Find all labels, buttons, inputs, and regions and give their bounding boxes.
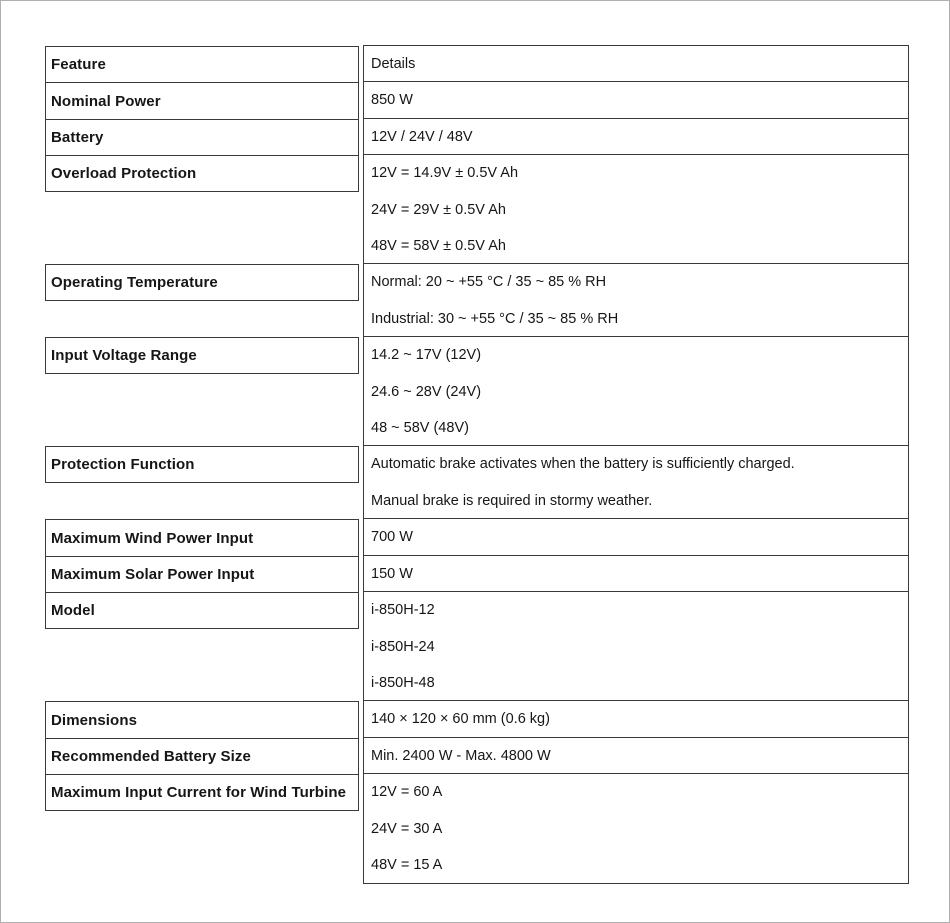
feature-cell [45,556,359,594]
details-row [364,155,908,264]
detail-line: Industrial: 30 ~ +55 °C / 35 ~ 85 % RH [371,310,619,327]
feature-label: Maximum Wind Power Input [51,529,254,547]
feature-label: Feature [51,56,106,74]
feature-cell [45,155,359,192]
detail-line: i-850H-12 [371,602,435,619]
details-row [364,556,908,592]
detail-line: 24V = 29V ± 0.5V Ah [371,201,506,218]
feature-cell [45,738,359,776]
feature-label: Dimensions [51,711,138,729]
details-row [364,337,908,446]
detail-line: Normal: 20 ~ +55 °C / 35 ~ 85 % RH [371,274,607,291]
detail-line: 48 ~ 58V (48V) [371,419,469,436]
feature-cell [45,701,359,740]
details-row [364,119,908,155]
detail-line: 24V = 30 A [371,820,443,837]
spec-table [45,45,909,884]
details-row [364,774,908,883]
feature-label: Input Voltage Range [51,347,197,364]
detail-line: 48V = 15 A [371,856,443,873]
feature-label: Recommended Battery Size [51,748,251,766]
feature-label: Nominal Power [51,92,161,110]
feature-column [45,46,359,884]
detail-line: 150 W [371,566,413,583]
detail-line: Min. 2400 W - Max. 4800 W [371,748,551,765]
feature-cell [45,519,359,558]
detail-line: Details [371,56,416,73]
detail-line: i-850H-24 [371,638,435,655]
detail-line: 48V = 58V ± 0.5V Ah [371,237,506,254]
details-column [363,45,909,884]
detail-line: 14.2 ~ 17V (12V) [371,347,482,364]
feature-cell [45,264,359,301]
feature-label: Maximum Input Current for Wind Turbine [51,784,347,801]
detail-line: Automatic brake activates when the battery is sufficiently charged. [371,456,795,473]
detail-line: 12V = 14.9V ± 0.5V Ah [371,165,519,182]
feature-cell [45,592,359,629]
detail-line: 850 W [371,92,413,109]
feature-cell [45,774,359,811]
feature-label: Maximum Solar Power Input [51,566,255,584]
detail-line: i-850H-48 [371,674,435,691]
detail-line: 24.6 ~ 28V (24V) [371,383,482,400]
details-header-row [364,46,908,82]
details-row [364,446,908,519]
detail-line: 140 × 120 × 60 mm (0.6 kg) [371,711,550,728]
details-row [364,264,908,337]
feature-label: Battery [51,129,104,147]
detail-line: Manual brake is required in stormy weather. [371,492,653,509]
feature-cell [45,337,359,374]
detail-line: 12V = 60 A [371,784,443,801]
detail-line: 700 W [371,529,413,546]
feature-label: Protection Function [51,456,195,473]
details-row [364,701,908,738]
details-row [364,738,908,774]
details-row [364,519,908,556]
feature-cell [45,119,359,157]
feature-label: Operating Temperature [51,274,218,291]
detail-line: 12V / 24V / 48V [371,129,473,146]
feature-cell [45,446,359,483]
feature-header-cell [45,46,359,84]
feature-label: Model [51,602,95,619]
feature-label: Overload Protection [51,165,197,182]
feature-cell [45,82,359,121]
details-row [364,82,908,119]
details-row [364,592,908,701]
